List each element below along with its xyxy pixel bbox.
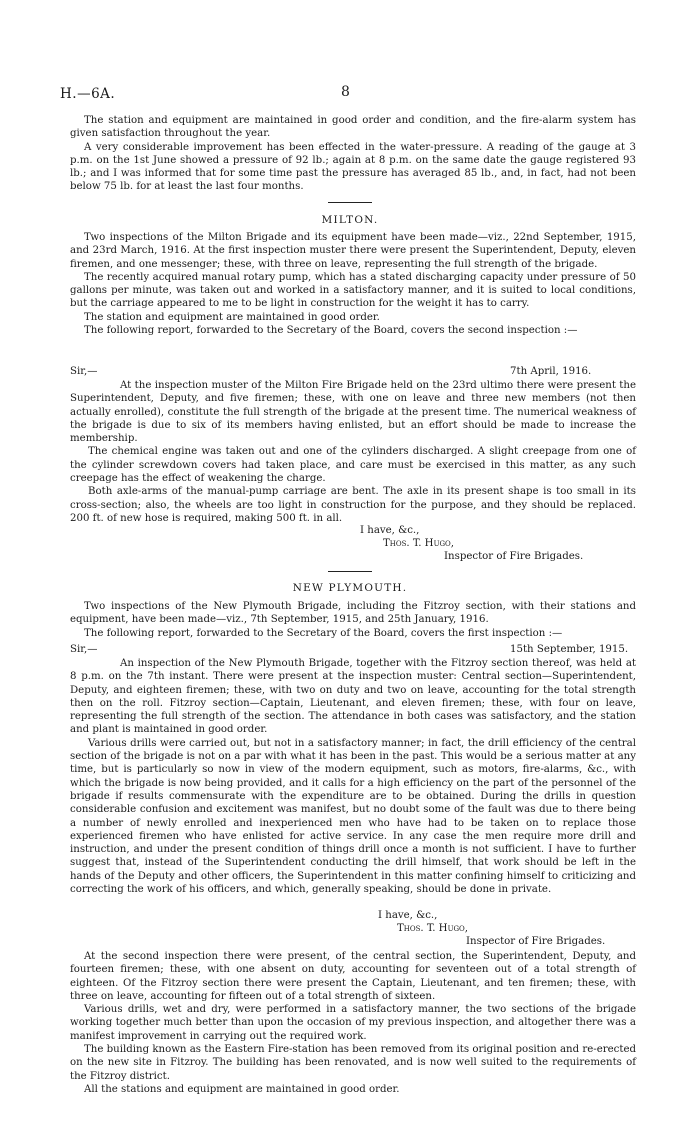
section-title-new-plymouth: NEW PLYMOUTH.	[292, 582, 408, 594]
paragraph: Two inspections of the Milton Brigade and its equipment have been made—viz., 22nd September, 1915, and 23rd March, 1916. At the first inspection muster there were present the Superintendent, Deputy, eleven firemen, and one messenger; these, with three on leave, representing the full strength of the brigade.	[70, 232, 636, 270]
letter-closing: I have, &c.,	[378, 910, 438, 921]
letter-date: 15th September, 1915.	[510, 644, 629, 655]
letter-paragraph: The chemical engine was taken out and one of the cylinders discharged. A slight creepage from one of the cylinder screwdown covers had taken place, and care must be exercised in this matter, as any such creepage has the effect of weakening the charge.	[70, 446, 636, 485]
section-title-milton: MILTON.	[321, 214, 379, 226]
section-divider	[328, 571, 372, 572]
paragraph: Two inspections of the New Plymouth Brigade, including the Fitzroy section, with their stations and equipment, have been made—viz., 7th September, 1915, and 25th January, 1916.	[70, 601, 636, 626]
letter-paragraph: At the inspection muster of the Milton Fire Brigade held on the 23rd ultimo there were present the Superintendent, Deputy, and five firemen; these, with one on leave and three new members (not then actually enrolled), constitute the full strength of the brigade at the present time. The numerical weakness of the brigade is due to six of its members having enlisted, but an effort should be made to increase the membership.	[70, 380, 636, 445]
paragraph: At the second inspection there were present, of the central section, the Superintendent, Deputy, and fourteen firemen; these, with one absent on duty, accounting for seventeen out of a total strength of eighteen. Of the Fitzroy section there were present the Captain, Lieutenant, and ten firemen; these, with three on leave, accounting for fifteen out of a total strength of sixteen.	[70, 951, 636, 1002]
new-plymouth-letter-body	[70, 657, 636, 896]
paragraph: All the stations and equipment are maintained in good order.	[84, 1083, 400, 1095]
paragraph: The recently acquired manual rotary pump, which has a stated discharging capacity under pressure of 50 gallons per minute, was taken out and worked in a satisfactory manner, and it is suited to local conditions, but the carriage appeared to me to be light in construction for the weight it has to carry.	[70, 271, 636, 310]
letter-signatory-title: Inspector of Fire Brigades.	[444, 551, 584, 562]
paragraph: The following report, forwarded to the Secretary of the Board, covers the first inspection :—	[84, 627, 563, 639]
paragraph: Various drills, wet and dry, were performed in a satisfactory manner, the two sections of the brigade working together much better than upon the occasion of my previous inspection, and altogether there was a manifest improvement in carrying out the required work.	[70, 1004, 636, 1042]
paragraph: The station and equipment are maintained in good order and condition, and the fire-alarm system has given satisfaction throughout the year.	[70, 115, 636, 140]
milton-letter-body	[70, 379, 636, 525]
letter-paragraph: Both axle-arms of the manual-pump carriage are bent. The axle in its present shape is too small in its cross-section; also, the wheels are too light in construction for the purpose, and they should be replaced. 200 ft. of new hose is required, making 500 ft. in all.	[70, 486, 636, 524]
page-number: 8	[341, 84, 350, 100]
section-divider	[328, 202, 372, 203]
paragraph: The station and equipment are maintained in good order.	[84, 311, 380, 323]
letter-salutation: Sir,—	[70, 366, 98, 377]
new-plymouth-section	[70, 600, 636, 640]
letter-salutation: Sir,—	[70, 644, 98, 655]
letter-signatory: Thos. T. Hugo,	[397, 923, 469, 934]
document-reference: H.—6A.	[60, 86, 116, 102]
paragraph: The building known as the Eastern Fire-station has been removed from its original position and re-erected on the new site in Fitzroy. The building has been renovated, and is now well suited to the requirements of the Fitzroy district.	[70, 1044, 636, 1082]
paragraph: The following report, forwarded to the Secretary of the Board, covers the second inspection :—	[84, 325, 578, 337]
intro-section	[70, 114, 636, 194]
letter-date: 7th April, 1916.	[510, 366, 592, 377]
letter-signatory-title: Inspector of Fire Brigades.	[466, 936, 606, 947]
letter-signatory: Thos. T. Hugo,	[383, 538, 455, 549]
new-plymouth-after-section	[70, 950, 636, 1096]
letter-paragraph: Various drills were carried out, but not in a satisfactory manner; in fact, the drill efficiency of the central section of the brigade is not on a par with what it has been in the past. This would be a serious matter at any time, but is particularly so now in view of the modern equipment, such as motors, fire-alarms, &c., with which the brigade is now being provided, and it calls for a high efficiency on the part of the personnel of the brigade if results commensurate with the expenditure are to be obtained. During the drills in question considerable confusion and excitement was manifest, but no doubt some of the fault was due to there being a number of newly enrolled and inexperienced men who have had to be taken on to replace those experienced firemen who have enlisted for active service. In any case the men require more drill and instruction, and under the present condition of things drill once a month is not sufficient. I have to further suggest that, instead of the Superintendent conducting the drill himself, that work should be left in the hands of the Deputy and other officers, the Superintendent in this matter confining himself to criticizing and correcting the work of his officers, and which, generally speaking, should be done in private.	[70, 737, 636, 896]
letter-closing: I have, &c.,	[360, 525, 420, 536]
letter-paragraph: An inspection of the New Plymouth Brigade, together with the Fitzroy section thereof, was held at 8 p.m. on the 7th instant. There were present at the inspection muster: Central section—Superintendent, Deputy, and eighteen firemen; these, with two on duty and two on leave, accounting for the total strength then on the roll. Fitzroy section—Captain, Lieutenant, and eleven firemen; these, with four on leave, representing the full strength of the section. The attendance in both cases was satisfactory, and the station and plant is maintained in good order.	[70, 658, 636, 736]
milton-section	[70, 231, 636, 337]
paragraph: A very considerable improvement has been effected in the water-pressure. A reading of the gauge at 3 p.m. on the 1st June showed a pressure of 92 lb.; again at 8 p.m. on the same date the gauge registered 93 lb.; and I was informed that for some time past the pressure has averaged 85 lb., and, in fact, had not been below 75 lb. for at least the last four months.	[70, 141, 636, 193]
